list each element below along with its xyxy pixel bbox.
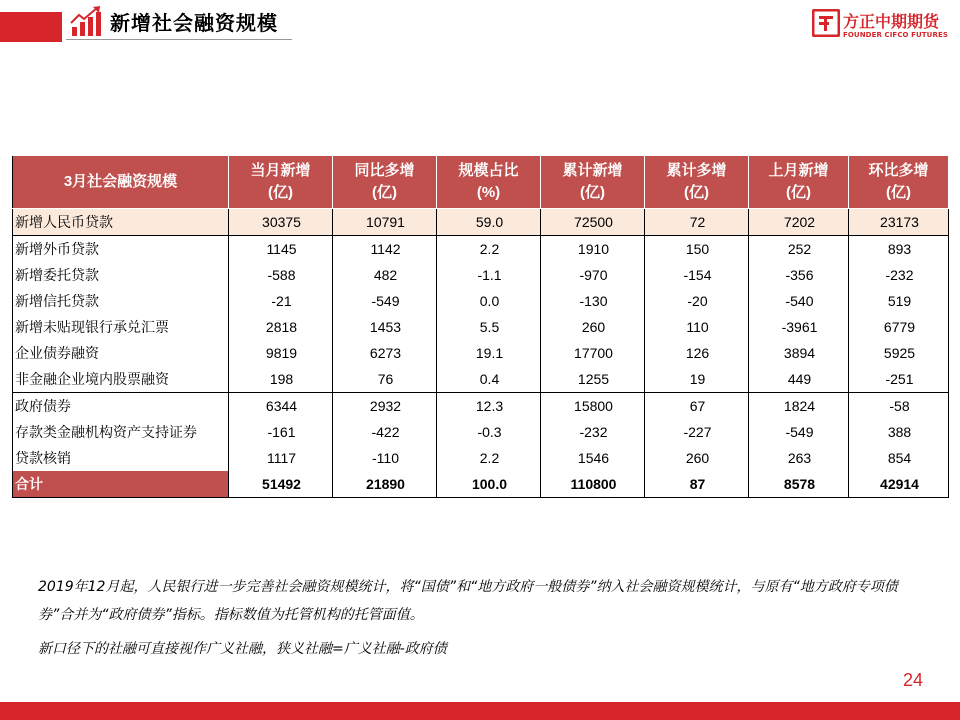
row-label: 贷款核销	[13, 445, 229, 471]
table-cell: 7202	[749, 209, 849, 236]
table-row	[13, 393, 949, 420]
table-cell: 1546	[541, 445, 645, 471]
table-cell: -970	[541, 262, 645, 288]
table-cell: -20	[645, 288, 749, 314]
table-cell: 67	[645, 393, 749, 420]
methodology-note: 2019年12月起，人民银行进一步完善社会融资规模统计，将“国债”和“地方政府一般债券”纳入社会融资规模统计，与原有“地方政府专项债券”合并为“政府债券”指标。指标数值为托管机构的托管面值。	[38, 579, 898, 623]
table-cell: 1910	[541, 236, 645, 263]
table-cell: 1145	[229, 236, 333, 263]
total-cell: 21890	[333, 471, 437, 498]
table-cell: 15800	[541, 393, 645, 420]
total-cell: 87	[645, 471, 749, 498]
row-label: 非金融企业境内股票融资	[13, 366, 229, 393]
table-cell: 19	[645, 366, 749, 393]
table-row	[13, 419, 949, 445]
table-cell: -549	[333, 288, 437, 314]
table-cell: 110	[645, 314, 749, 340]
table-cell: -232	[541, 419, 645, 445]
table-cell: 388	[849, 419, 949, 445]
growth-chart-icon	[69, 5, 103, 39]
table-cell: -21	[229, 288, 333, 314]
table-row	[13, 366, 949, 393]
table-row	[13, 314, 949, 340]
table-cell: 1117	[229, 445, 333, 471]
table-cell: -232	[849, 262, 949, 288]
corner-header: 3月社会融资规模	[13, 156, 229, 209]
table-cell: 17700	[541, 340, 645, 366]
header-accent-bar	[0, 12, 62, 42]
table-row	[13, 262, 949, 288]
company-logo	[812, 9, 952, 45]
table-cell: 260	[541, 314, 645, 340]
total-cell: 8578	[749, 471, 849, 498]
table-row	[13, 209, 949, 236]
table-cell: 854	[849, 445, 949, 471]
table-cell: 72	[645, 209, 749, 236]
page-title: 新增社会融资规模	[110, 11, 278, 35]
table-cell: 72500	[541, 209, 645, 236]
row-label: 企业债券融资	[13, 340, 229, 366]
page-number: 24	[903, 670, 924, 690]
table-cell: -3961	[749, 314, 849, 340]
logo-chinese-text: 方正中期期货	[843, 12, 940, 31]
table-cell: -540	[749, 288, 849, 314]
column-header: 同比多增 (亿)	[333, 156, 437, 209]
table-cell: -422	[333, 419, 437, 445]
title-underline	[66, 39, 292, 40]
table-cell: 482	[333, 262, 437, 288]
row-label: 新增人民币贷款	[13, 209, 229, 236]
row-label: 新增委托贷款	[13, 262, 229, 288]
table-cell: -588	[229, 262, 333, 288]
table-cell: -1.1	[437, 262, 541, 288]
table-cell: -58	[849, 393, 949, 420]
table-cell: 519	[849, 288, 949, 314]
total-cell: 100.0	[437, 471, 541, 498]
founder-logo-icon	[812, 9, 840, 37]
table-header-row	[13, 156, 949, 209]
table-cell: 0.0	[437, 288, 541, 314]
table-cell: 6344	[229, 393, 333, 420]
table-cell: -161	[229, 419, 333, 445]
table-cell: 2818	[229, 314, 333, 340]
table-cell: 2.2	[437, 236, 541, 263]
row-label: 新增未贴现银行承兑汇票	[13, 314, 229, 340]
column-header: 累计新增 (亿)	[541, 156, 645, 209]
row-label: 存款类金融机构资产支持证券	[13, 419, 229, 445]
table-cell: -227	[645, 419, 749, 445]
table-cell: 2932	[333, 393, 437, 420]
footer-accent-bar	[0, 702, 960, 720]
table-cell: 6779	[849, 314, 949, 340]
table-cell: 263	[749, 445, 849, 471]
table-cell: 10791	[333, 209, 437, 236]
total-cell: 110800	[541, 471, 645, 498]
social-financing-table	[12, 155, 949, 498]
table-cell: 893	[849, 236, 949, 263]
definition-note: 新口径下的社融可直接视作广义社融，狭义社融=广义社融-政府债	[38, 641, 447, 657]
table-cell: 76	[333, 366, 437, 393]
table-cell: 198	[229, 366, 333, 393]
column-header: 环比多增 (亿)	[849, 156, 949, 209]
logo-english-text: FOUNDER CIFCO FUTURES	[843, 31, 948, 39]
table-cell: 449	[749, 366, 849, 393]
table-cell: 3894	[749, 340, 849, 366]
table-cell: 5.5	[437, 314, 541, 340]
table-cell: -356	[749, 262, 849, 288]
table-cell: 59.0	[437, 209, 541, 236]
table-cell: -549	[749, 419, 849, 445]
table-cell: 1142	[333, 236, 437, 263]
table-cell: 252	[749, 236, 849, 263]
row-label: 政府债券	[13, 393, 229, 420]
total-label: 合计	[13, 471, 229, 498]
column-header: 当月新增 (亿)	[229, 156, 333, 209]
table-row	[13, 236, 949, 263]
column-header: 上月新增 (亿)	[749, 156, 849, 209]
table-cell: 1255	[541, 366, 645, 393]
table-cell: 5925	[849, 340, 949, 366]
column-header: 规模占比 (%)	[437, 156, 541, 209]
table-row	[13, 340, 949, 366]
table-cell: 30375	[229, 209, 333, 236]
table-cell: -0.3	[437, 419, 541, 445]
table-cell: 260	[645, 445, 749, 471]
column-header: 累计多增 (亿)	[645, 156, 749, 209]
table-cell: 1824	[749, 393, 849, 420]
total-cell: 42914	[849, 471, 949, 498]
table-cell: 19.1	[437, 340, 541, 366]
table-cell: -154	[645, 262, 749, 288]
table-cell: 2.2	[437, 445, 541, 471]
table-cell: 23173	[849, 209, 949, 236]
table-row	[13, 445, 949, 471]
table-cell: 126	[645, 340, 749, 366]
table-cell: 0.4	[437, 366, 541, 393]
table-cell: 1453	[333, 314, 437, 340]
total-cell: 51492	[229, 471, 333, 498]
total-row	[13, 471, 949, 498]
table-cell: 9819	[229, 340, 333, 366]
table-cell: 150	[645, 236, 749, 263]
table-cell: 6273	[333, 340, 437, 366]
table-cell: -130	[541, 288, 645, 314]
table-cell: -251	[849, 366, 949, 393]
row-label: 新增外币贷款	[13, 236, 229, 263]
table-row	[13, 288, 949, 314]
table-cell: 12.3	[437, 393, 541, 420]
row-label: 新增信托贷款	[13, 288, 229, 314]
table-cell: -110	[333, 445, 437, 471]
